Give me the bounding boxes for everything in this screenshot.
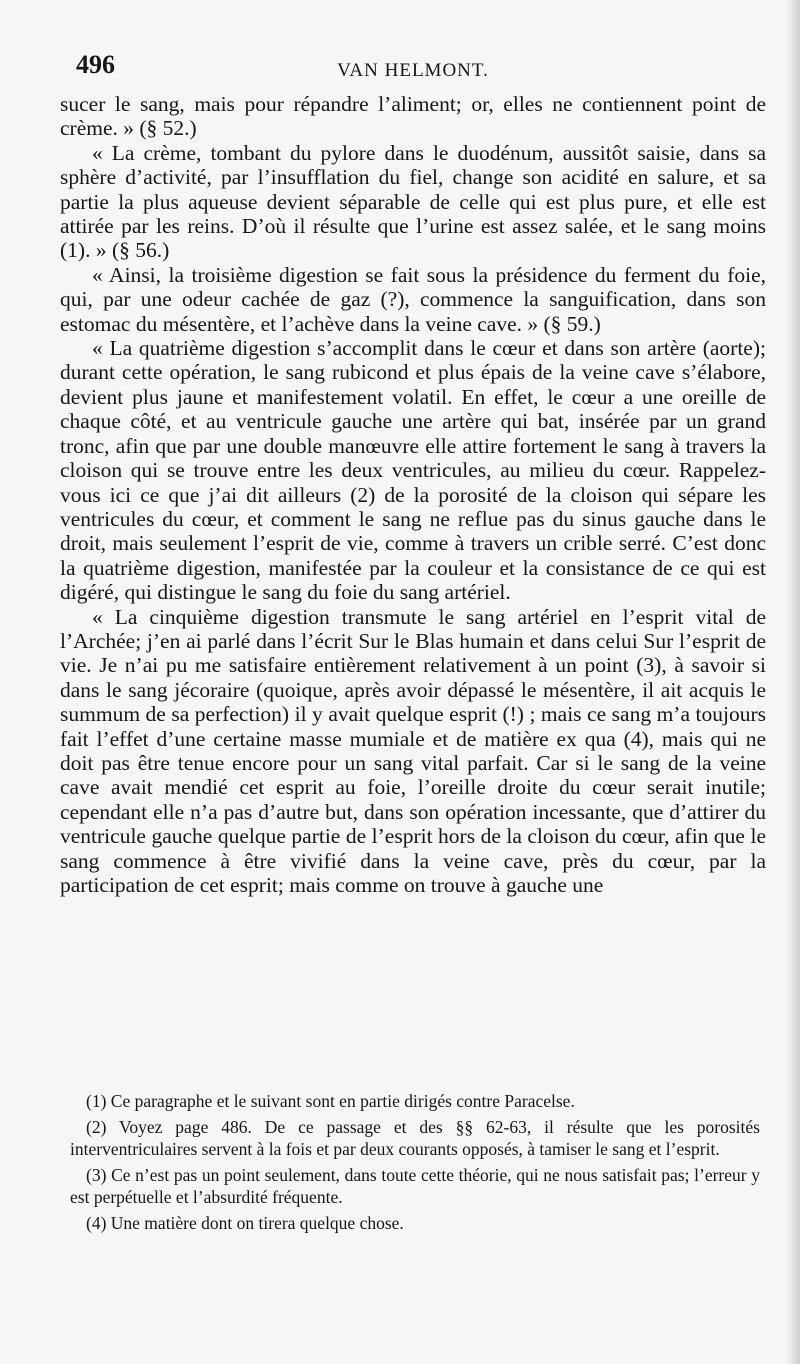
- body-text: [60, 92, 766, 897]
- footnote-3: (3) Ce n’est pas un point seulement, dans toute cette théorie, qui ne nous satisfait pas; l’erreur y est perpétuelle et l’absurdité fréquente.: [70, 1165, 760, 1207]
- paragraph-third-digestion: « Ainsi, la troisième digestion se fait sous la présidence du ferment du foie, qui, par une odeur cachée de gaz (?), commence la sanguification, dans son estomac du mésentère, et l’achève dans la veine cave. » (§ 59.): [60, 262, 766, 336]
- footnotes: [70, 1090, 760, 1238]
- paragraph-continuation: sucer le sang, mais pour répandre l’aliment; or, elles ne contiennent point de crème. » (§ 52.): [60, 92, 766, 141]
- paragraph-fifth-digestion: « La cinquième digestion transmute le sang artériel en l’esprit vital de l’Archée; j’en ai parlé dans l’écrit Sur le Blas humain et dans celui Sur l’esprit de vie. Je n’ai pu me satisfaire entièrement relativement à un point (3), à savoir si dans le sang jécoraire (quoique, après avoir dépassé le mésentère, il ait acquis le summum de sa perfection) il y avait quelque esprit (!) ; mais ce sang m’a toujours fait l’effet d’une certaine masse mumiale et de matière ex qua (4), mais qui ne doit pas être tenue encore pour un sang vital parfait. Car si le sang de la veine cave avait mendié cet esprit au foie, l’oreille droite du cœur serait inutile; cependant elle n’a pas d’autre but, dans son opération incessante, que d’attirer du ventricule gauche quelque partie de l’esprit hors de la cloison du cœur, afin que le sang commence à être vivifié dans la veine cave, près du cœur, par la participation de cet esprit; mais comme on trouve à gauche une: [60, 604, 766, 897]
- running-title: VAN HELMONT.: [337, 60, 489, 81]
- footnote-1: (1) Ce paragraphe et le suivant sont en partie dirigés contre Paracelse.: [86, 1091, 575, 1111]
- page-number: 496: [76, 50, 115, 79]
- footnote-4: (4) Une matière dont on tirera quelque chose.: [86, 1213, 404, 1233]
- paragraph-creme: « La crème, tombant du pylore dans le duodénum, aussitôt saisie, dans sa sphère d’activité, par l’insufflation du fiel, change son acidité en salure, et sa partie la plus aqueuse devient séparable de celle qui est plus pure, et elle est attirée par les reins. D’où il résulte que l’urine est assez salée, et le sang moins (1). » (§ 56.): [60, 140, 766, 263]
- footnote-2: (2) Voyez page 486. De ce passage et des §§ 62-63, il résulte que les porosités interventriculaires servent à la fois et par deux courants opposés, à tamiser le sang et l’esprit.: [70, 1117, 760, 1159]
- page-header: [60, 50, 766, 92]
- paragraph-fourth-digestion: « La quatrième digestion s’accomplit dans le cœur et dans son artère (aorte); durant cette opération, le sang rubicond et plus épais de la veine cave s’élabore, devient plus jaune et manifestement volatil. En effet, le cœur a une oreille de chaque côté, et au ventricule gauche une artère qui bat, insérée par un grand tronc, afin que par une double manœuvre elle attire fortement le sang à travers la cloison qui se trouve entre les deux ventricules, au milieu du cœur. Rappelez-vous ici ce que j’ai dit ailleurs (2) de la porosité de la cloison qui sépare les ventricules du cœur, et comment le sang ne reflue pas du sinus gauche dans le droit, mais seulement l’esprit de vie, comme à travers un crible serré. C’est donc la quatrième digestion, manifestée par la couleur et la consistance de ce qui est digéré, qui distingue le sang du foie du sang artériel.: [60, 336, 766, 605]
